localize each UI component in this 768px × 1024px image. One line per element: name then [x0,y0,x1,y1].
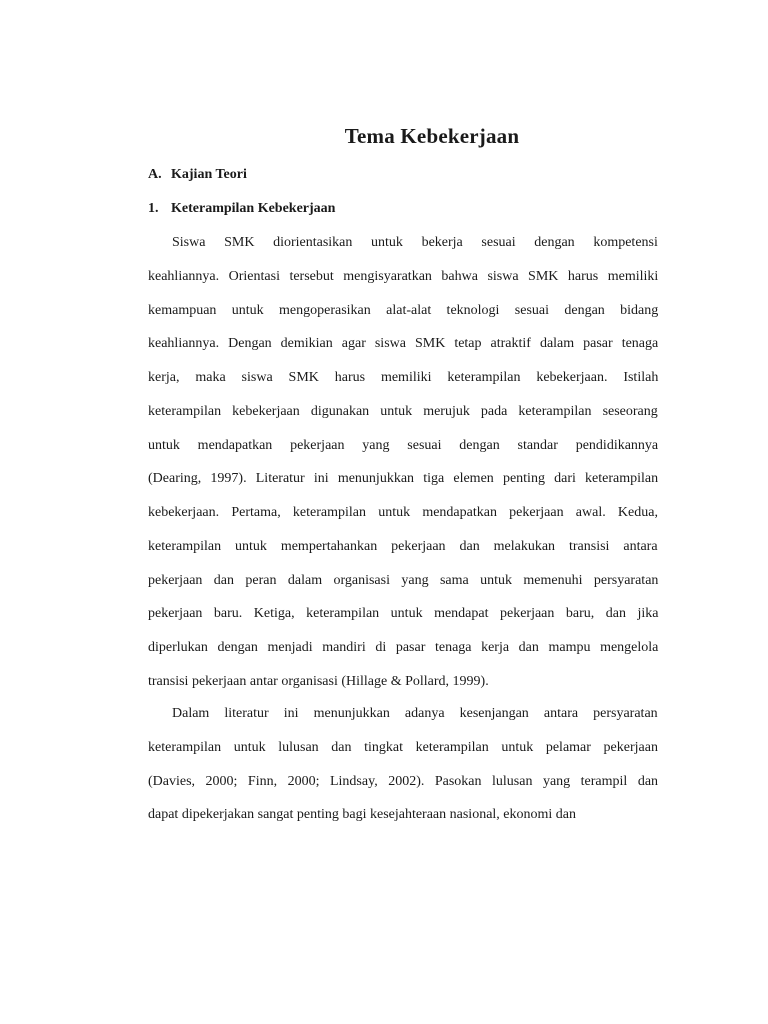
paragraph-line: Dalam literatur ini menunjukkan adanya kesenjangan antara persyaratan [172,706,658,721]
paragraph-line: dapat dipekerjakan sangat penting bagi kesejahteraan nasional, ekonomi dan [148,807,577,823]
subsection-heading-1 [148,201,335,217]
paragraph-line: pekerjaan baru. Ketiga, keterampilan untuk mendapat pekerjaan baru, dan jika [148,606,659,622]
paragraph-line: kerja, maka siswa SMK harus memiliki keterampilan kebekerjaan. Istilah [148,370,659,385]
paragraph-line: untuk mendapatkan pekerjaan yang sesuai dengan standar pendidikannya [148,437,659,453]
paragraph-line: kemampuan untuk mengoperasikan alat-alat teknologi sesuai dengan bidang [148,302,659,318]
paragraph-line: (Dearing, 1997). Literatur ini menunjukkan tiga elemen penting dari keterampilan [148,471,659,487]
paragraph-line: keterampilan untuk lulusan dan tingkat keterampilan untuk pelamar pekerjaan [148,739,658,755]
paragraph-line: transisi pekerjaan antar organisasi (Hillage & Pollard, 1999). [148,673,489,689]
paragraph-line: diperlukan dengan menjadi mandiri di pasar tenaga kerja dan mampu mengelola [148,640,659,655]
paragraph-2 [148,697,658,832]
document-title: Tema Kebekerjaan [344,124,520,148]
paragraph-line: pekerjaan dan peran dalam organisasi yang sama untuk memenuhi persyaratan [148,572,659,588]
paragraph-line: keahliannya. Dengan demikian agar siswa SMK tetap atraktif dalam pasar tenaga [148,336,659,352]
paragraph-line: keterampilan kebekerjaan digunakan untuk merujuk pada keterampilan seseorang [148,403,658,419]
section-label: Kajian Teori [171,167,247,182]
subsection-label: Keterampilan Kebekerjaan [171,201,336,216]
paragraph-line: kebekerjaan. Pertama, keterampilan untuk mendapatkan pekerjaan awal. Kedua, [148,505,658,520]
paragraph-line: keterampilan untuk mempertahankan pekerjaan dan melakukan transisi antara [148,538,658,554]
paragraph-line: (Davies, 2000; Finn, 2000; Lindsay, 2002). Pasokan lulusan yang terampil dan [148,773,659,789]
paragraph-line: keahliannya. Orientasi tersebut mengisyaratkan bahwa siswa SMK harus memiliki [148,268,659,284]
subsection-number: 1. [148,201,159,216]
section-heading-a [148,167,247,183]
paragraph-line: Siswa SMK diorientasikan untuk bekerja sesuai dengan kompetensi [172,235,658,250]
section-number: A. [148,167,162,182]
paragraph-1 [148,226,658,699]
